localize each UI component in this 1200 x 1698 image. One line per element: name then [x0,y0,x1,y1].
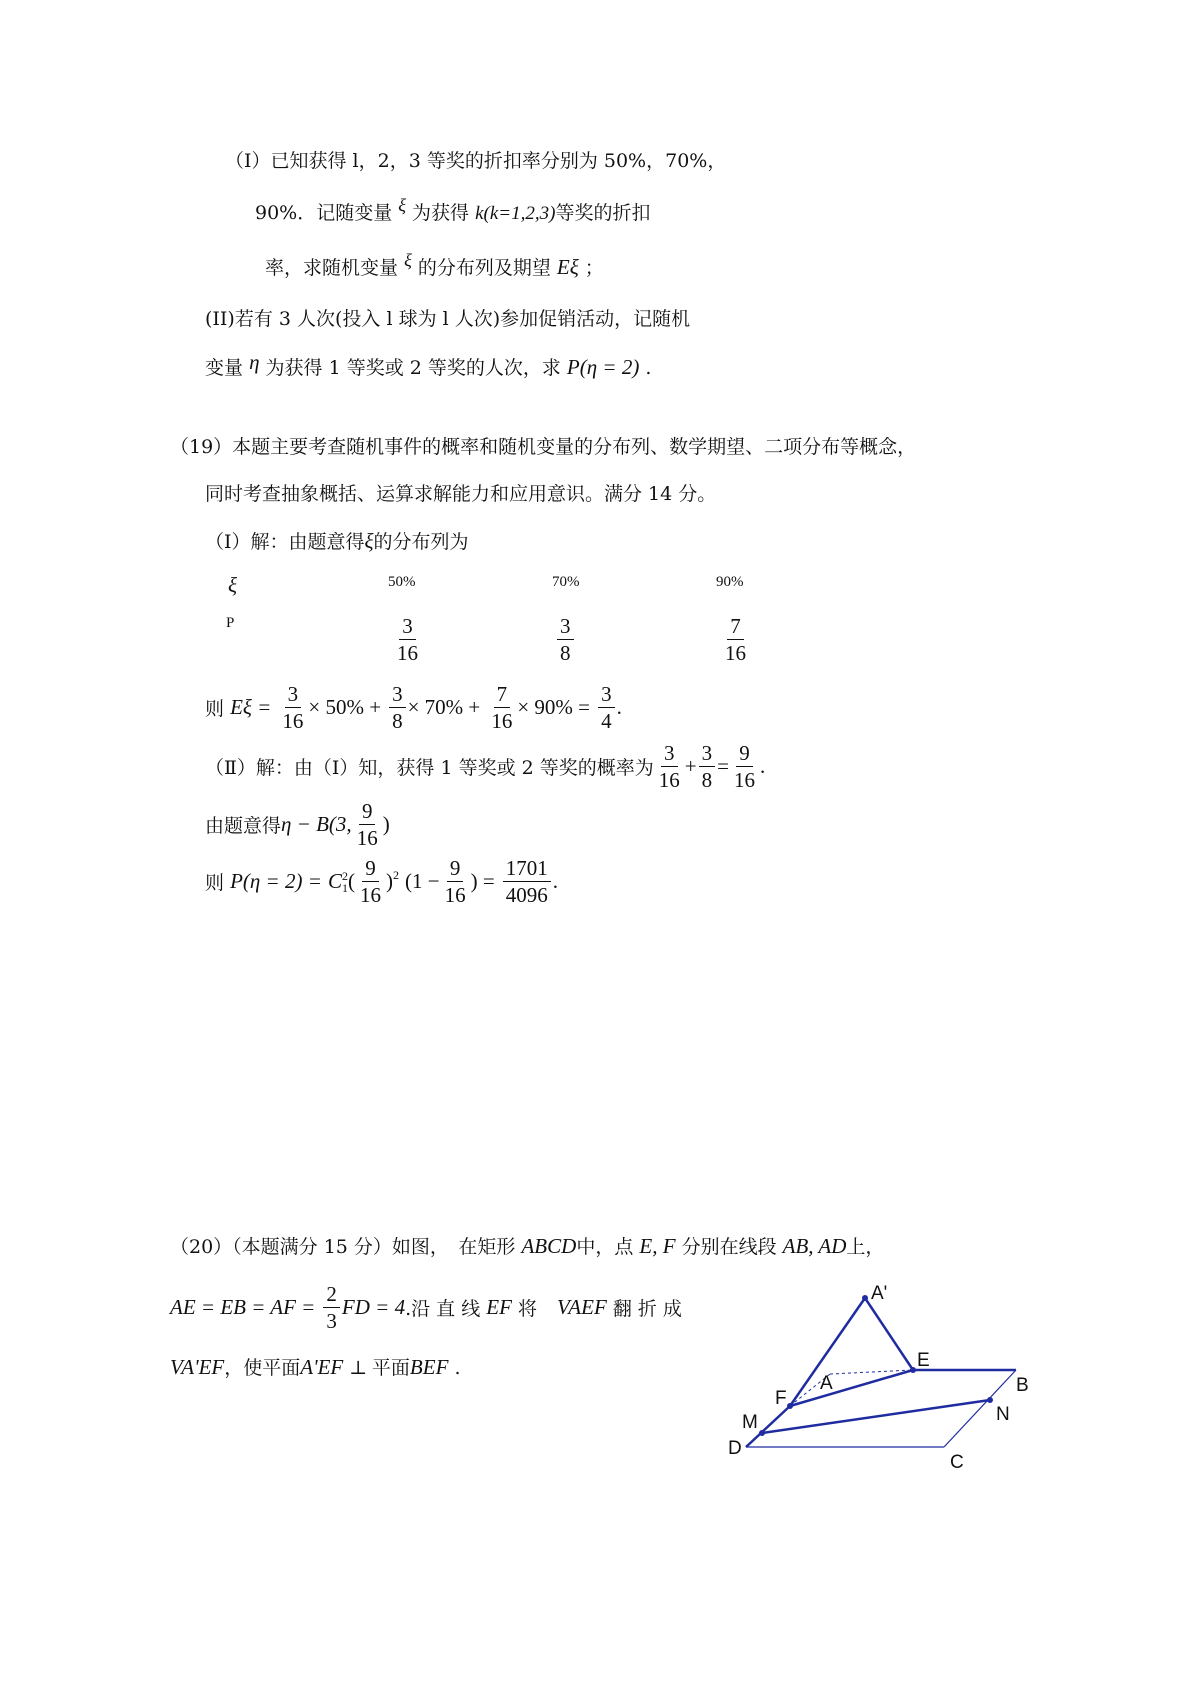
label-A: A [820,1373,833,1394]
expectation-equation: 则 Eξ = $\frac{3}{16}$ × 50% + $\frac{3}{8}$ × 70% + $\frac{7}{16}$ × 90% = $\frac{3}{4}$ . [205,682,622,734]
segment-FE [790,1370,913,1406]
q19-solution1-heading: （Ⅰ）解：由题意得ξ的分布列为 [205,529,469,553]
table-prob: $\frac{7}{16}$ [725,614,746,666]
label-M: M [742,1412,758,1433]
q18-part2-line2: 变量 η 为获得 1 等奖或 2 等奖的人次，求 P(η = 2) . [205,350,652,379]
segment-A1E [865,1298,913,1370]
point-A-prime [862,1295,868,1301]
label-D: D [728,1438,742,1459]
figure-labels [728,1283,1029,1473]
q20-line1: （20）（本题满分 15 分）如图， 在矩形 ABCD中，点 E, F 分别在线段 AB, AD上， [170,1234,885,1258]
table-prob: $\frac{3}{8}$ [555,615,576,664]
label-C: C [950,1452,964,1473]
label-N: N [996,1404,1010,1425]
point-N [987,1397,993,1403]
label-B: B [1016,1375,1029,1396]
table-value: 90% [716,574,744,590]
point-E [910,1367,916,1373]
table-value: 70% [552,574,580,590]
point-M [759,1430,765,1436]
q20-line3: VA'EF，使平面A'EF ⊥ 平面BEF . [170,1355,461,1379]
table-value: 50% [388,574,416,590]
label-A-prime: A' [871,1283,888,1304]
q19-intro-line1: （19）本题主要考查随机事件的概率和随机变量的分布列、数学期望、二项分布等概念， [170,436,917,458]
solution2-line: （Ⅱ）解：由（Ⅰ）知，获得 1 等奖或 2 等奖的概率为 $\frac{3}{16}$ + $\frac{3}{8}$ = $\frac{9}{16}$ . [205,741,766,793]
table-prob: $\frac{3}{16}$ [397,614,418,666]
point-F [787,1403,793,1409]
folded-rectangle-figure [720,1275,1100,1525]
q18-part1-line2: 90%．记随变量 ξ 为获得 k(k=1,2,3)等奖的折扣 [255,195,651,224]
rectangle-shape [746,1298,1016,1447]
label-F: F [775,1388,787,1409]
probability-line: 则 P(η = 2) = C 2 1 ( $\frac{9}{16}$ )$^2$ (1 − $\frac{9}{16}$ ) = $\frac{1701}{4096}$ . [205,856,558,908]
table-header-p: P [226,615,235,631]
label-E: E [917,1350,930,1371]
q18-part1-line1: （I）已知获得 l，2，3 等奖的折扣率分别为 50%，70%， [225,150,727,172]
q18-part2-line1: (II)若有 3 人次(投入 l 球为 l 人次)参加促销活动，记随机 [205,308,691,330]
q18-part1-line3: 率，求随机变量 ξ 的分布列及期望 Eξ ； [265,250,604,279]
distribution-line: 由题意得η − B(3, $\frac{9}{16}$ ) [205,799,390,851]
q19-intro-line2: 同时考查抽象概括、运算求解能力和应用意识。满分 14 分。 [205,483,717,505]
q20-line2: AE = EB = AF = $\frac{2}{3}$ FD = 4.沿 直 线 EF 将 VAEF 翻 折 成 [170,1282,682,1334]
table-header-xi: ξ [228,573,237,597]
